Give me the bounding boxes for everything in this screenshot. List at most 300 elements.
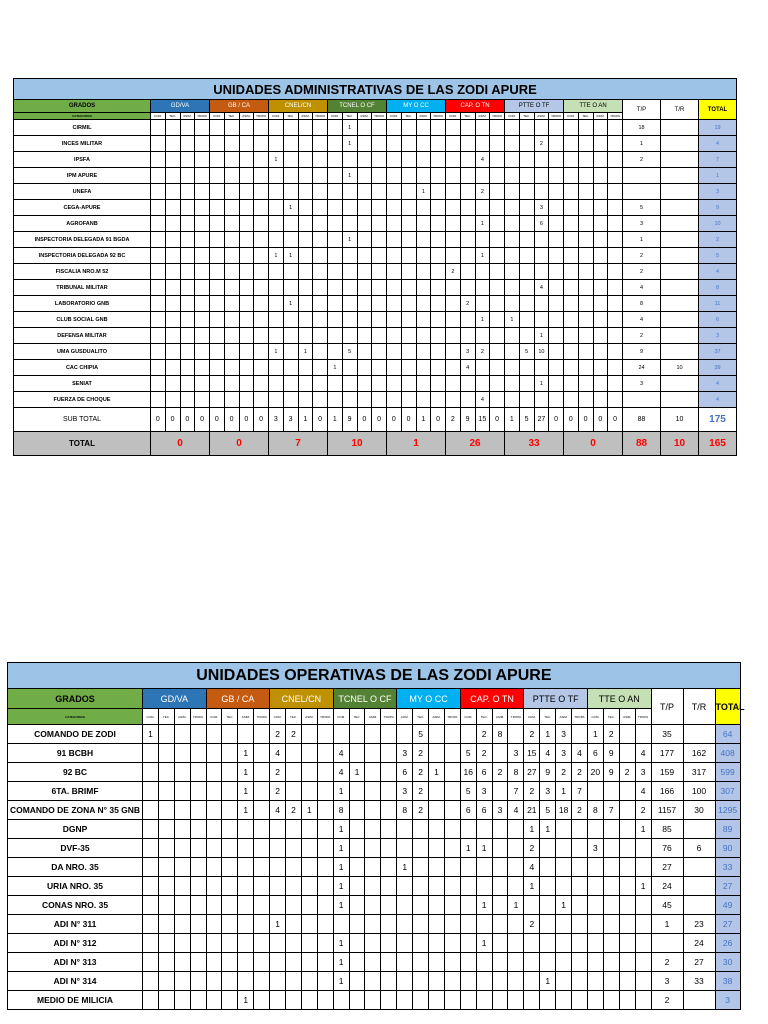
row-cell xyxy=(475,360,490,376)
row-cell: 20 xyxy=(587,763,603,782)
row-cell xyxy=(508,972,524,991)
row-total: 27 xyxy=(715,915,740,934)
row-tr: 30 xyxy=(683,801,715,820)
row-cell xyxy=(387,312,402,328)
row-cell xyxy=(413,839,429,858)
row-cell xyxy=(416,168,431,184)
row-cell xyxy=(143,782,159,801)
grade-header: TCNEL O CF xyxy=(328,100,387,113)
row-cell xyxy=(210,120,225,136)
row-label: CAC CHIPIA xyxy=(14,360,151,376)
row-cell xyxy=(365,725,381,744)
row-cell xyxy=(508,991,524,1010)
row-cell xyxy=(283,232,298,248)
row-cell xyxy=(492,896,508,915)
sub-col-header: TEC. xyxy=(286,709,302,725)
row-cell xyxy=(416,360,431,376)
row-cell xyxy=(556,934,572,953)
subtotal-cell: 0 xyxy=(564,408,579,432)
row-cell xyxy=(381,763,397,782)
row-cell xyxy=(317,953,333,972)
row-cell: 6 xyxy=(476,801,492,820)
row-cell xyxy=(381,782,397,801)
row-cell xyxy=(190,801,206,820)
row-cell xyxy=(564,328,579,344)
row-cell xyxy=(505,296,520,312)
row-cell xyxy=(357,264,372,280)
row-cell xyxy=(519,248,534,264)
row-cell xyxy=(222,934,238,953)
row-cell xyxy=(578,264,593,280)
row-cell xyxy=(492,972,508,991)
row-cell xyxy=(431,264,446,280)
row-cell xyxy=(195,360,210,376)
row-cell xyxy=(210,152,225,168)
row-cell xyxy=(165,248,180,264)
row-tr: 100 xyxy=(683,782,715,801)
row-cell xyxy=(151,136,166,152)
row-tp: 2 xyxy=(623,328,661,344)
row-cell: 2 xyxy=(476,725,492,744)
row-cell xyxy=(619,725,635,744)
sub-col-header: COM. xyxy=(328,113,343,120)
row-cell xyxy=(492,877,508,896)
table-row xyxy=(8,896,741,915)
row-cell xyxy=(549,152,564,168)
row-cell: 3 xyxy=(508,744,524,763)
row-cell xyxy=(313,312,328,328)
row-cell xyxy=(549,344,564,360)
row-cell: 9 xyxy=(603,763,619,782)
grade-header: TCNEL O CF xyxy=(333,689,397,709)
row-cell: 6 xyxy=(587,744,603,763)
row-cell xyxy=(549,200,564,216)
row-cell xyxy=(608,120,623,136)
row-cell xyxy=(476,915,492,934)
row-cell xyxy=(431,120,446,136)
row-cell: 2 xyxy=(572,801,588,820)
sub-col-header: TEC. xyxy=(158,709,174,725)
row-cell xyxy=(239,280,254,296)
row-cell xyxy=(158,896,174,915)
grade-header: CNEL/CN xyxy=(270,689,334,709)
row-cell xyxy=(397,896,413,915)
row-cell xyxy=(413,972,429,991)
row-cell xyxy=(564,200,579,216)
row-cell xyxy=(224,248,239,264)
row-cell xyxy=(608,232,623,248)
tr-header: T/R xyxy=(661,100,699,120)
row-total: 37 xyxy=(699,344,737,360)
table-row xyxy=(14,232,737,248)
row-total: 408 xyxy=(715,744,740,763)
subtotal-cell: 1 xyxy=(416,408,431,432)
row-cell xyxy=(286,744,302,763)
row-cell: 1 xyxy=(397,858,413,877)
row-cell xyxy=(254,376,269,392)
row-cell: 7 xyxy=(508,782,524,801)
row-cell xyxy=(158,801,174,820)
row-cell: 1 xyxy=(534,376,549,392)
row-cell xyxy=(490,392,505,408)
row-cell xyxy=(549,120,564,136)
row-cell xyxy=(165,376,180,392)
tp-header: T/P xyxy=(651,689,683,725)
sub-col-header: TEC. xyxy=(578,113,593,120)
row-cell xyxy=(283,184,298,200)
row-cell xyxy=(564,184,579,200)
row-cell xyxy=(587,782,603,801)
row-cell: 1 xyxy=(342,120,357,136)
row-cell xyxy=(143,820,159,839)
row-cell: 2 xyxy=(534,136,549,152)
row-cell xyxy=(372,264,387,280)
row-cell: 1 xyxy=(524,820,540,839)
row-tp: 2 xyxy=(623,264,661,280)
row-label: ADI N° 313 xyxy=(8,953,143,972)
subtotal-cell: 9 xyxy=(460,408,475,432)
row-cell xyxy=(431,168,446,184)
row-label: AGROFANB xyxy=(14,216,151,232)
row-cell xyxy=(180,344,195,360)
row-tp: 35 xyxy=(651,725,683,744)
row-cell xyxy=(313,168,328,184)
row-cell xyxy=(151,184,166,200)
row-cell xyxy=(317,934,333,953)
sub-col-header: TROPA xyxy=(254,113,269,120)
sub-col-header: TROPA xyxy=(608,113,623,120)
table-row xyxy=(8,915,741,934)
row-tr xyxy=(661,312,699,328)
row-cell xyxy=(564,168,579,184)
row-cell xyxy=(549,312,564,328)
row-cell xyxy=(254,216,269,232)
subtotal-cell: 0 xyxy=(210,408,225,432)
row-cell xyxy=(524,934,540,953)
grade-total: 7 xyxy=(269,432,328,456)
row-cell: 1 xyxy=(342,168,357,184)
row-cell xyxy=(372,200,387,216)
row-cell xyxy=(190,877,206,896)
row-cell xyxy=(416,120,431,136)
row-cell xyxy=(564,216,579,232)
row-cell: 1 xyxy=(301,801,317,820)
row-cell xyxy=(505,360,520,376)
row-cell xyxy=(587,896,603,915)
row-total: 7 xyxy=(699,152,737,168)
row-cell xyxy=(593,120,608,136)
row-cell xyxy=(635,839,651,858)
row-cell xyxy=(286,915,302,934)
grade-header: GB / CA xyxy=(210,100,269,113)
row-cell xyxy=(578,216,593,232)
row-cell: 21 xyxy=(524,801,540,820)
row-cell xyxy=(254,858,270,877)
row-cell xyxy=(357,248,372,264)
row-cell xyxy=(413,820,429,839)
subtotal-cell: 0 xyxy=(593,408,608,432)
row-cell xyxy=(165,136,180,152)
table-row xyxy=(8,839,741,858)
row-tr: 162 xyxy=(683,744,715,763)
row-cell: 4 xyxy=(333,744,349,763)
row-cell xyxy=(151,216,166,232)
row-cell xyxy=(608,360,623,376)
row-cell xyxy=(158,782,174,801)
row-cell xyxy=(151,120,166,136)
row-cell: 2 xyxy=(475,344,490,360)
row-cell: 8 xyxy=(508,763,524,782)
row-cell xyxy=(180,136,195,152)
row-cell xyxy=(460,248,475,264)
row-cell xyxy=(460,877,476,896)
row-cell xyxy=(365,820,381,839)
row-cell xyxy=(239,296,254,312)
row-cell xyxy=(342,248,357,264)
row-cell: 4 xyxy=(635,782,651,801)
row-cell xyxy=(619,820,635,839)
row-cell xyxy=(549,168,564,184)
row-cell xyxy=(206,953,222,972)
row-cell xyxy=(460,934,476,953)
row-tr xyxy=(661,216,699,232)
row-cell xyxy=(270,839,286,858)
row-cell xyxy=(505,264,520,280)
row-label: IPSFA xyxy=(14,152,151,168)
sub-col-header: COM. xyxy=(210,113,225,120)
row-cell xyxy=(534,360,549,376)
sub-col-header: TROPA xyxy=(190,709,206,725)
row-cell xyxy=(635,915,651,934)
total-tp: 88 xyxy=(623,432,661,456)
row-cell xyxy=(444,744,460,763)
row-cell xyxy=(429,953,445,972)
row-cell xyxy=(556,839,572,858)
row-cell: 8 xyxy=(333,801,349,820)
row-cell xyxy=(298,392,313,408)
row-cell xyxy=(357,344,372,360)
row-cell xyxy=(460,264,475,280)
sub-col-header: TEC. xyxy=(413,709,429,725)
row-cell xyxy=(222,953,238,972)
row-cell xyxy=(401,312,416,328)
row-cell xyxy=(349,744,365,763)
row-cell: 3 xyxy=(534,200,549,216)
row-cell xyxy=(254,801,270,820)
row-cell xyxy=(429,801,445,820)
row-cell xyxy=(608,248,623,264)
row-cell xyxy=(564,392,579,408)
row-cell xyxy=(174,972,190,991)
row-cell xyxy=(328,344,343,360)
row-cell xyxy=(619,782,635,801)
row-cell xyxy=(401,152,416,168)
row-cell: 1 xyxy=(298,344,313,360)
row-cell xyxy=(416,136,431,152)
row-tp: 159 xyxy=(651,763,683,782)
row-cell xyxy=(180,120,195,136)
row-cell xyxy=(619,934,635,953)
row-cell xyxy=(549,392,564,408)
row-cell xyxy=(446,216,461,232)
row-label: 6TA. BRIMF xyxy=(8,782,143,801)
row-tr xyxy=(661,232,699,248)
row-cell: 1 xyxy=(460,839,476,858)
row-cell xyxy=(180,312,195,328)
row-tp: 27 xyxy=(651,858,683,877)
row-cell xyxy=(475,120,490,136)
row-cell xyxy=(413,953,429,972)
row-cell xyxy=(210,200,225,216)
row-cell: 3 xyxy=(587,839,603,858)
row-cell: 4 xyxy=(534,280,549,296)
row-cell: 6 xyxy=(397,763,413,782)
row-cell xyxy=(222,801,238,820)
table-row xyxy=(14,264,737,280)
tr-header: T/R xyxy=(683,689,715,725)
row-label: UNEFA xyxy=(14,184,151,200)
row-cell xyxy=(593,248,608,264)
row-tr xyxy=(683,858,715,877)
row-cell xyxy=(446,232,461,248)
row-cell xyxy=(298,312,313,328)
row-cell xyxy=(238,820,254,839)
row-cell xyxy=(210,184,225,200)
row-tp: 1 xyxy=(623,232,661,248)
row-cell xyxy=(224,168,239,184)
row-cell xyxy=(222,858,238,877)
row-cell xyxy=(416,344,431,360)
row-cell xyxy=(519,328,534,344)
row-cell xyxy=(180,200,195,216)
row-cell xyxy=(254,877,270,896)
sub-col-header: ASIM. xyxy=(492,709,508,725)
row-cell xyxy=(365,839,381,858)
row-cell xyxy=(387,392,402,408)
row-cell xyxy=(587,972,603,991)
row-cell xyxy=(349,858,365,877)
row-cell xyxy=(190,782,206,801)
row-cell xyxy=(431,344,446,360)
row-cell xyxy=(460,392,475,408)
row-cell xyxy=(365,763,381,782)
row-cell xyxy=(490,232,505,248)
row-cell xyxy=(387,376,402,392)
row-cell xyxy=(397,839,413,858)
row-cell xyxy=(519,360,534,376)
row-cell xyxy=(298,296,313,312)
row-cell: 1 xyxy=(333,858,349,877)
row-label: COMANDO DE ZONA N° 35 GNB xyxy=(8,801,143,820)
grade-header: MY O CC xyxy=(397,689,461,709)
sub-col-header: COM. xyxy=(397,709,413,725)
sub-col-header: TROPA xyxy=(381,709,397,725)
total-total: 165 xyxy=(699,432,737,456)
row-cell xyxy=(286,877,302,896)
row-cell xyxy=(446,376,461,392)
row-cell xyxy=(254,184,269,200)
row-cell xyxy=(283,152,298,168)
row-cell xyxy=(564,120,579,136)
row-cell xyxy=(317,763,333,782)
subtotal-cell: 0 xyxy=(151,408,166,432)
row-cell xyxy=(349,972,365,991)
row-cell xyxy=(190,839,206,858)
row-cell: 2 xyxy=(413,744,429,763)
row-label: DA NRO. 35 xyxy=(8,858,143,877)
row-cell xyxy=(564,360,579,376)
row-cell xyxy=(210,216,225,232)
row-cell xyxy=(357,232,372,248)
row-cell xyxy=(492,934,508,953)
row-cell xyxy=(143,934,159,953)
row-cell: 1 xyxy=(556,896,572,915)
row-cell: 3 xyxy=(492,801,508,820)
row-cell xyxy=(222,915,238,934)
subtotal-cell: 1 xyxy=(328,408,343,432)
row-cell xyxy=(429,782,445,801)
row-cell xyxy=(286,858,302,877)
row-cell xyxy=(270,953,286,972)
grados-label: GRADOS xyxy=(8,689,143,709)
row-cell xyxy=(301,953,317,972)
row-cell xyxy=(444,953,460,972)
row-cell xyxy=(210,280,225,296)
row-cell xyxy=(564,152,579,168)
row-cell: 2 xyxy=(286,801,302,820)
row-cell xyxy=(313,136,328,152)
row-cell xyxy=(556,915,572,934)
row-total: 307 xyxy=(715,782,740,801)
row-cell xyxy=(519,168,534,184)
subtotal-cell: 0 xyxy=(387,408,402,432)
row-total: 4 xyxy=(699,136,737,152)
row-cell xyxy=(635,972,651,991)
row-cell xyxy=(254,328,269,344)
row-cell xyxy=(206,858,222,877)
subtotal-cell: 0 xyxy=(549,408,564,432)
table-row xyxy=(8,744,741,763)
row-cell xyxy=(429,896,445,915)
row-total: 30 xyxy=(715,953,740,972)
row-cell xyxy=(564,280,579,296)
row-cell xyxy=(608,152,623,168)
row-cell xyxy=(210,360,225,376)
row-cell xyxy=(165,280,180,296)
row-cell: 2 xyxy=(460,296,475,312)
row-cell xyxy=(365,744,381,763)
row-total: 89 xyxy=(715,820,740,839)
row-cell xyxy=(342,184,357,200)
row-cell: 3 xyxy=(397,744,413,763)
row-cell xyxy=(460,896,476,915)
row-cell xyxy=(328,296,343,312)
row-cell xyxy=(238,896,254,915)
row-tr xyxy=(683,820,715,839)
row-cell xyxy=(593,376,608,392)
sub-col-header: TEC. xyxy=(349,709,365,725)
row-cell: 7 xyxy=(572,782,588,801)
row-cell xyxy=(508,839,524,858)
row-cell: 2 xyxy=(524,915,540,934)
row-cell xyxy=(180,296,195,312)
row-tp: 1 xyxy=(623,136,661,152)
row-cell xyxy=(564,312,579,328)
row-cell xyxy=(328,376,343,392)
row-cell xyxy=(444,725,460,744)
row-total: 26 xyxy=(715,934,740,953)
row-cell xyxy=(413,934,429,953)
